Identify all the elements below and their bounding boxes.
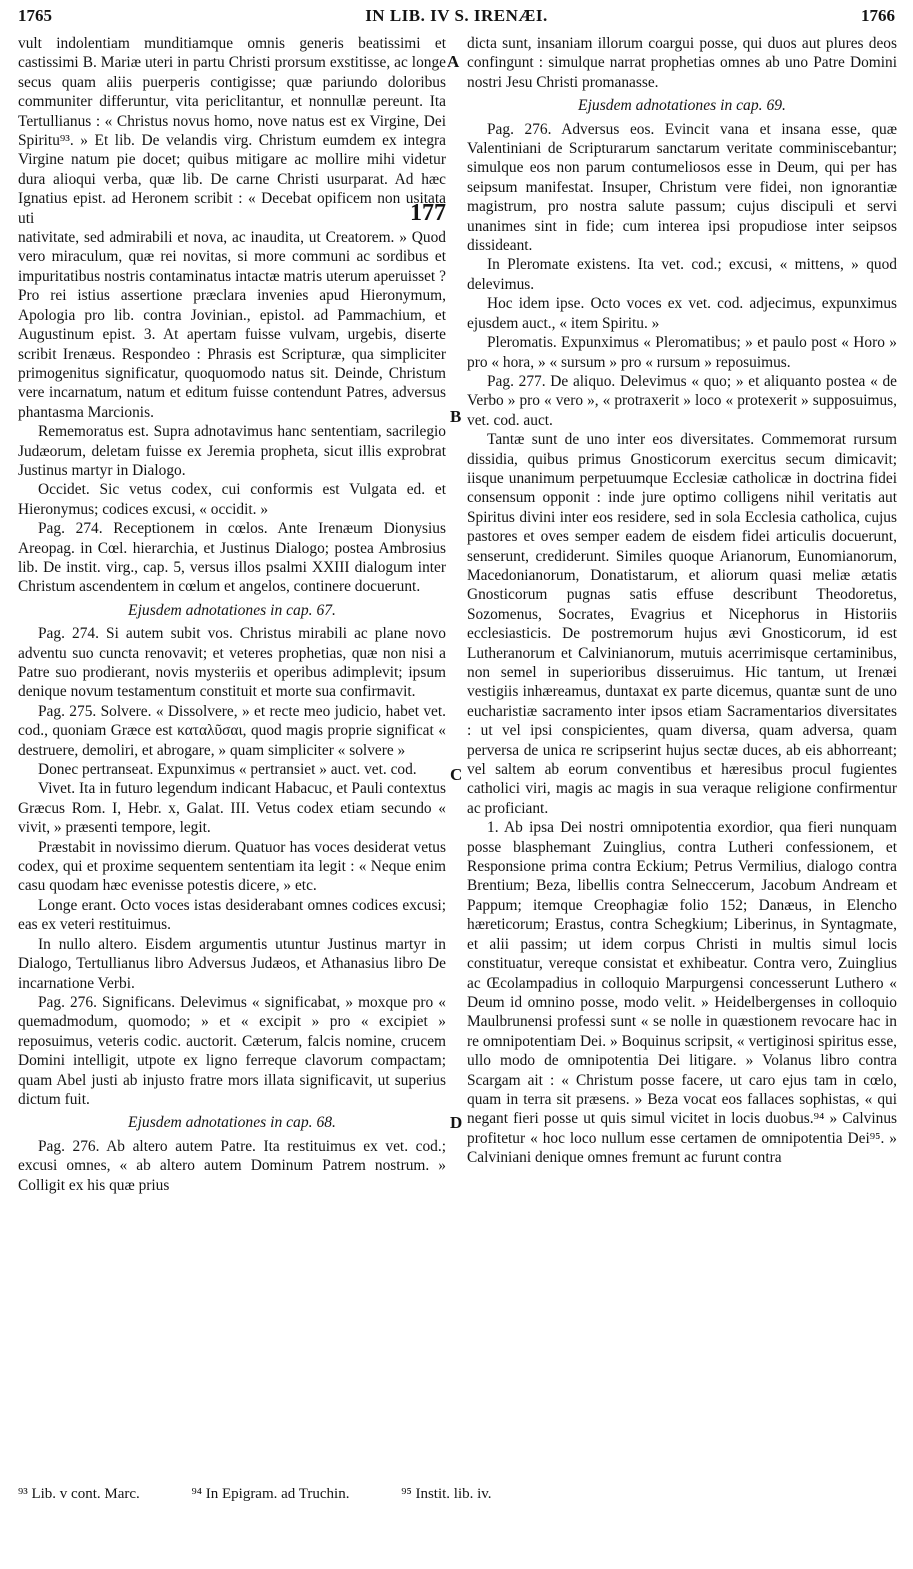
margin-letter-b: B [450,407,462,426]
paragraph: vult indolentiam munditiamque omnis generis beatissimi et castissimi B. Mariæ uteri in partu Christi prorsum exstitisse, ac longe secus quam aliis puerperis contigisse; quæ pariundo doloribus communiter differuntur, vita periclitantur, et nonnullæ pereunt. Ita Tertullianus : « Christus novus homo, nove natus est ex Virgine, Dei Spiritu⁹³. » Et lib. De velandis virg. Christum eumdem ex integra Virgine natum pie docet; quibus mitigare ac mollire mihi videtur dura alioqui verba, quæ lib. De carne Christi usurparat. Ad hæc Ignatius epist. ad Heronem scribit : « Decebat opificem non usitata uti [18,35,446,227]
section-heading: Ejusdem adnotationes in cap. 68. [128,1114,336,1132]
paragraph: Rememoratus est. Supra adnotavimus hanc sententiam, sacrilegio Judæorum, deletam fuisse ex Jeremia propheta, sicut illis exprobrat Justinus martyr in Dialogo. [18,423,446,479]
paragraph: 1. Ab ipsa Dei nostri omnipotentia exordior, qua fieri nunquam posse blasphemant Zuinglius, contra Lutheri confessionem, et Responsione prima contra Eckium; Petrus Vermilius, dialogo contra Brentium; Beza, libellis contra Selneccerum, Jacobum Andream et Pappum; itemque Creophagiæ folio 152; Danæus, in Elencho hæreticorum; Erastus, contra Schegkium; Liberinus, in Syntagmate, et alii passim; ut idem corpus Christi in multis simul locis constituatur, vereque consistat et exhibeatur. Contra vero, Zuinglius ac Œcolampadius in colloquio Marpurgensi concesserunt Luthero « Deum id omnino posse, modo velit. » Heidelbergenses in colloquio Maulbrunensi professi sunt « se nolle in quæstionem revocare hac in re omnipotentiam Dei. » Boquinus scripsit, « vertiginosi spiritus esse, ullo modo de omnipotentia Dei litigare. » Volanus libro contra Scargam ait : « Christum posse facere, ut caro ejus tam in cœlo, quam in terra sit præsens. » Beza vocat eos fallaces sophistas, « qui negant fieri posse ut quis simul vicitet in locis duobus.⁹⁴ » Calvinus profitetur « hoc loco nullum esse certamen de omnipotentia Dei⁹⁵. » Calviniani denique omnes fremunt ac furunt contra [467,819,897,1167]
paragraph: Hoc idem ipse. Octo voces ex vet. cod. adjecimus, expunximus ejusdem auct., « item Spiritu. » [467,295,897,332]
paragraph: Pag. 274. Receptionem in cœlos. Ante Irenæum Dionysius Areopag. in Cœl. hierarchia, et Justinus Dialogo; postea Ambrosius lib. De instit. virg., cap. 5, versus illos psalmi XXIII dialogum inter Christum ascendentem in cœlum et angelos, continere docuerunt. [18,520,446,596]
section-heading: Ejusdem adnotationes in cap. 69. [578,97,786,115]
footnote-95: ⁹⁵ Instit. lib. iv. [401,1486,492,1502]
running-title: IN LIB. IV S. IRENÆI. [365,6,548,25]
paragraph: Donec pertranseat. Expunximus « pertransiet » auct. vet. cod. [38,761,417,779]
right-column [467,34,897,1168]
footnotes [18,1486,895,1503]
paragraph: Pag. 276. Significans. Delevimus « significabat, » moxque pro « quemadmodum, quomodo; » et « excipit » pro « excipiet » reposuimus, veteris codic. auctorit. Cæterum, falcis nomine, crucem Domini intelligit, utpote ex ligno ferreque clavorum compactam; quam Abel justi ab injusto fratre mors illata significavit, ut superius dictum fuit. [18,993,446,1108]
running-header [18,6,895,32]
left-column [18,34,446,1195]
paragraph: Pag. 275. Solvere. « Dissolvere, » et recte meo judicio, habet vet. cod., quoniam Græce est καταλῦσαι, quod magis proprie significat « destruere, demoliri, et abrogare, » quam simpliciter « solvere » [18,702,446,759]
paragraph: Pag. 276. Ab altero autem Patre. Ita restituimus ex vet. cod.; excusi omnes, « ab altero autem Dominum Patrem nostrum. » Colligit ex his quæ prius [18,1137,446,1194]
paragraph: In nullo altero. Eisdem argumentis utuntur Justinus martyr in Dialogo, Tertullianus libro Adversus Judæos, et Athanasius libro De incarnatione Verbi. [18,935,446,992]
paragraph: dicta sunt, insaniam illorum coargui posse, qui duos aut plures deos confingunt : simulque narrat prophetias omnes ab uno Patre Domini nostri Jesu Christi promanasse. [467,35,897,91]
paragraph: Pleromatis. Expunximus « Pleromatibus; » et paulo post « Horo » pro « hora, » « sursum » pro « rursum » reposuimus. [467,334,897,371]
paragraph: Præstabit in novissimo dierum. Quatuor has voces desiderat vetus codex, qui et proxime sequentem sententiam ita legit : « Neque enim casu quodam hæc evenisse potestis dicere, » etc. [18,838,446,895]
paragraph: Pag. 274. Si autem subit vos. Christus mirabili ac plane novo adventu suo cuncta renovavit; et veteres prophetias, quæ non nisi a Patre suo prodierant, novis mysteriis et operibus adimplevit; ipsum denique novum testamentum constituit et morte sua confirmavit. [18,625,446,701]
paragraph [18,200,446,422]
paragraph: Longe erant. Octo voces istas desiderabant omnes codices excusi; eas ex veteri restituimus. [18,896,446,934]
right-column-number: 1766 [861,6,895,25]
left-column-number: 1765 [18,6,52,25]
paragraph: Pag. 277. De aliquo. Delevimus « quo; » et aliquanto postea « de Verbo » pro « vero », « protraxerit » loco « protexerit » supposuimus, vet. cod. auct. [467,372,897,429]
margin-letter-a: A [447,52,460,71]
footnote-94: ⁹⁴ In Epigram. ad Truchin. [191,1486,350,1502]
paragraph-text: nativitate, sed admirabili et nova, ac inaudita, ut Creatorem. » Quod vero miraculum, quæ rei novitas, si more communi ac sordibus et impuritatibus nostris contaminatus intactæ matris uterum aperuisset ? Pro rei istius assertione præclara invenies apud Hieronymum, Apologia pro lib. contra Jovinian., epistol. ad Pammachium, et Augustinum epist. 3. At apertam fuisse vulvam, urgebis, diserte scribit Irenæus. Respondeo : Phrasis est Scripturæ, qua simpliciter primogenitus significatur, quoquomodo natus sit. Deinde, Christum vere incarnatum, natum et editum fuisse contendunt Patres, adversus phantasma Marcionis. [18,229,446,421]
paragraph: Tantæ sunt de uno inter eos diversitates. Commemorat rursum dissidia, quibus primus Gnosticorum exercitus secum dimicavit; iisque unanimum perpetuumque Ecclesiæ catholicæ in doctrina fidei consensum opponit : inde jure optimo colligens nihil veritatis aut Spiritus divini inter eos residere, sed in sola Ecclesia catholica, cujus pastores et oves semper eadem de eisdem fidei articulis docuerunt, senserunt, crediderunt. Similes quoque Arianorum, Eunomianorum, Macedonianorum, Donatistarum, et aliorum quasi meliæ ætatis Gnosticorum pugnas satis effuse describunt Theodoretus, Sozomenus, Socrates, Evagrius et Nicephorus in Historiis ecclesiasticis. De postremorum hujus ævi Gnosticorum, id est Lutheranorum et Calvinianorum, mutuis acerrimisque certaminibus, non semel in superioribus disseruimus. Hic tantum, ut Irenæi vestigiis inhæreamus, duntaxat ex parte dicemus, quantæ sunt de uno eucharistiæ sacramento inter ipsos etiam Sacramentarios diversitates : ut vel ipsi conspicientes, quam diversa, quam adversa, quam perversa de unica re scripserint hujus sectæ duces, ab eis abhorreant; vel saltem ab eorum conventibus et hæresibus procul fugientes catholici viri, magis ac magis in sua veraque religione confirmentur ac proficiant. [467,431,897,817]
margin-letter-c: C [450,765,463,784]
footnote-93: ⁹³ Lib. v cont. Marc. [18,1486,140,1502]
column-marker: 177 [410,200,446,227]
margin-letter-d: D [450,1113,463,1132]
paragraph: In Pleromate existens. Ita vet. cod.; excusi, « mittens, » quod delevimus. [467,256,897,293]
paragraph: Vivet. Ita in futuro legendum indicant Habacuc, et Pauli contextus Græcus Rom. I, Hebr. x, Galat. III. Vetus codex etiam secundo « vivit, » præsenti tempore, legit. [18,780,446,837]
section-heading: Ejusdem adnotationes in cap. 67. [128,601,336,619]
paragraph: Pag. 276. Adversus eos. Evincit vana et insana esse, quæ Valentiniani de Scripturarum sanctarum veritate comminiscebantur; simulque eos non parum contumeliosos esse in Deum, qui per has seipsum manifestat. Insuper, Christum vere fidei, non ignorantiæ magistrum, pro nostra salute passum; cujus discipuli et servi unanimes sint in fide; cum interea ipsi propudiose inter seipsos dissideant. [467,120,897,255]
paragraph: Occidet. Sic vetus codex, cui conformis est Vulgata ed. et Hieronymus; codices excusi, « occidit. » [18,481,446,518]
